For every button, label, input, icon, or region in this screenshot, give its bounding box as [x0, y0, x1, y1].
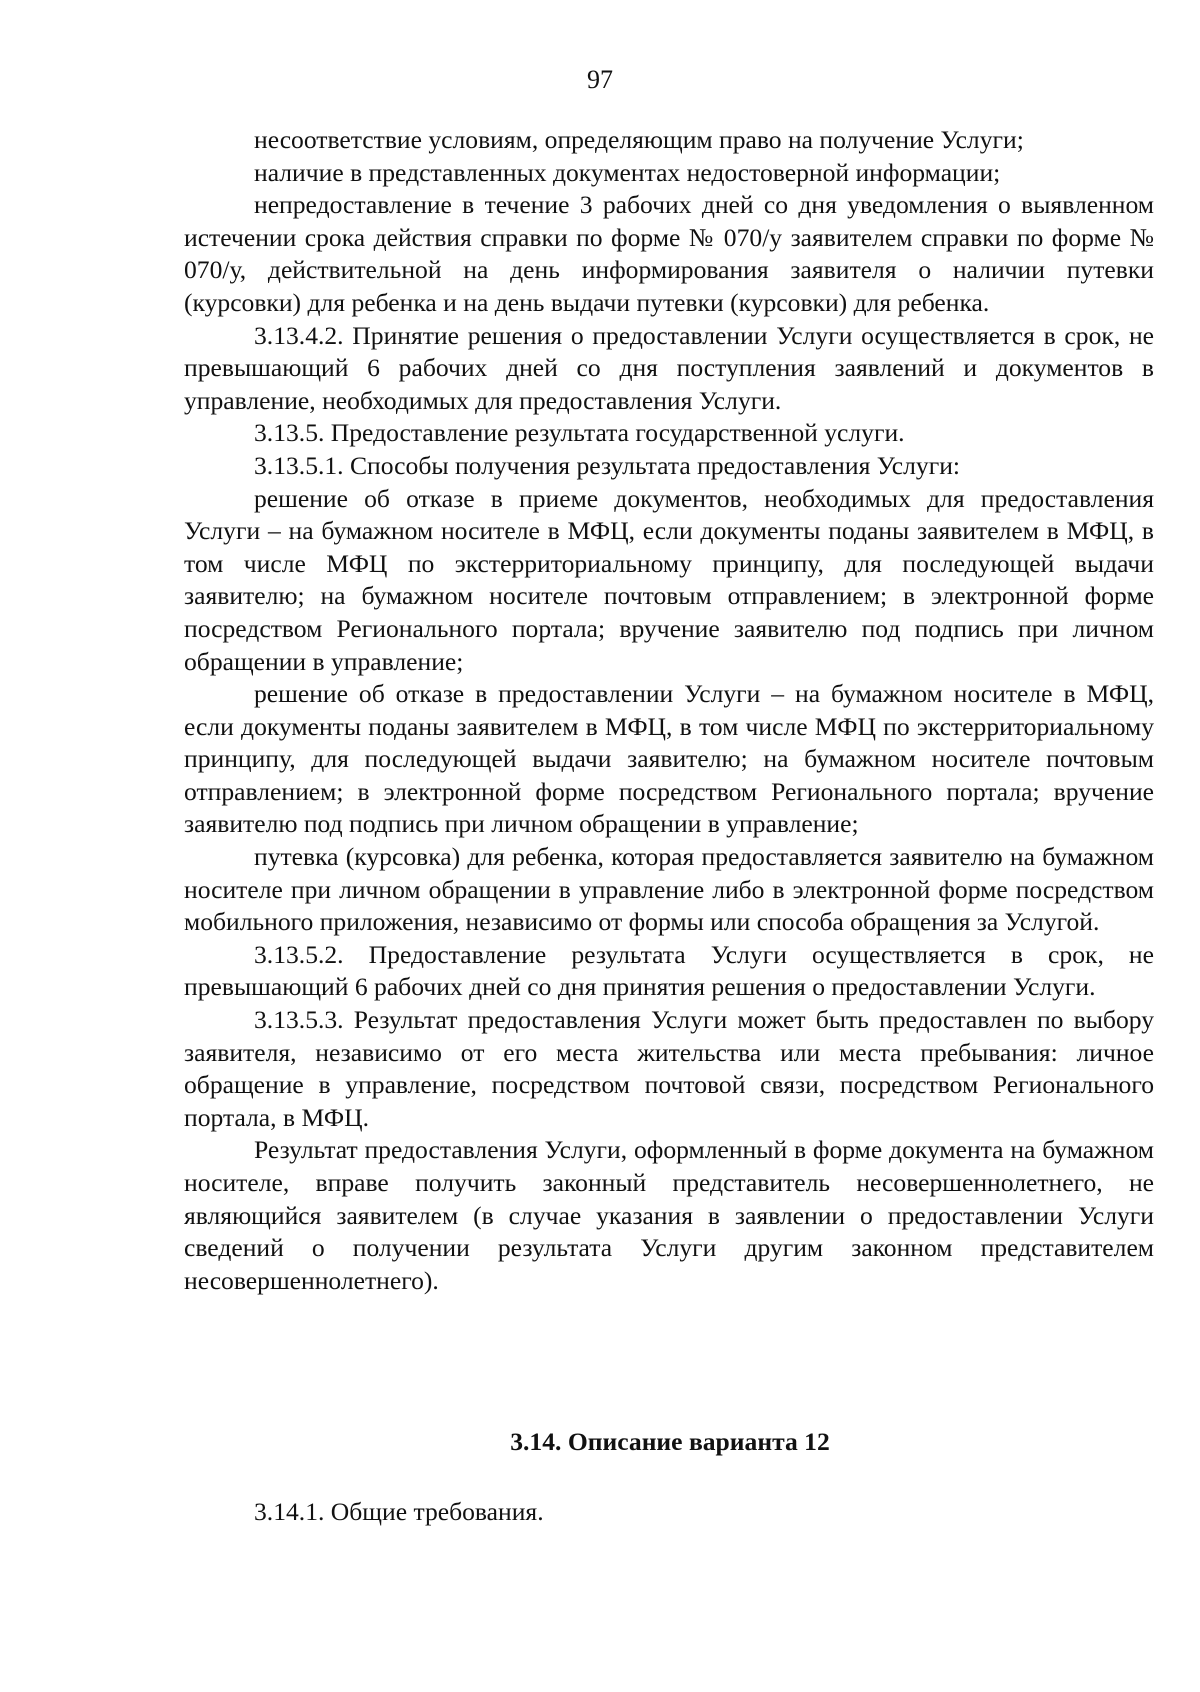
- paragraph-4: 3.13.4.2. Принятие решения о предоставлении Услуги осуществляется в срок, не превышающий 6 рабочих дней со дня поступления заявлений и документов в управление, необходимых для предоставления Услуги.: [184, 320, 1154, 415]
- body-text: [184, 124, 1154, 1297]
- page-number: 97: [587, 65, 613, 94]
- paragraph-5: 3.13.5. Предоставление результата государственной услуги.: [254, 418, 905, 448]
- paragraph-2: наличие в представленных документах недостоверной информации;: [254, 157, 1001, 187]
- paragraph-9: путевка (курсовка) для ребенка, которая предоставляется заявителю на бумажном носителе при личном обращении в управление либо в электронной форме посредством мобильного приложения, независимо от формы или способа обращения за Услугой.: [184, 842, 1154, 937]
- paragraph-1: несоответствие условиям, определяющим право на получение Услуги;: [254, 125, 1024, 154]
- paragraph-12: Результат предоставления Услуги, оформленный в форме документа на бумажном носителе, вправе получить законный представитель несовершеннолетнего, не являющийся заявителем (в случае указания в заявлении о предоставлении Услуги сведений о получении результата Услуги другим законном представителем несовершеннолетнего).: [184, 1135, 1154, 1295]
- paragraph-10: 3.13.5.2. Предоставление результата Услуги осуществляется в срок, не превышающий 6 рабочих дней со дня принятия решения о предоставлении Услуги.: [184, 939, 1154, 1002]
- paragraph-7: решение об отказе в приеме документов, необходимых для предоставления Услуги – на бумажном носителе в МФЦ, если документы поданы заявителем в МФЦ, в том числе МФЦ по экстерриториальному принципу, для последующей выдачи заявителю; на бумажном носителе почтовым отправлением; в электронной форме посредством Регионального портала; вручение заявителю под подпись при личном обращении в управление;: [184, 483, 1154, 676]
- section-heading: 3.14. Описание варианта 12: [510, 1427, 830, 1456]
- paragraph-3: непредоставление в течение 3 рабочих дней со дня уведомления о выявленном истечении срока действия справки по форме № 070/у заявителем справки по форме № 070/у, действительной на день информирования заявителя о наличии путевки (курсовки) для ребенка и на день выдачи путевки (курсовки) для ребенка.: [184, 190, 1154, 317]
- section-subheading: 3.14.1. Общие требования.: [254, 1497, 544, 1526]
- paragraph-8: решение об отказе в предоставлении Услуги – на бумажном носителе в МФЦ, если документы поданы заявителем в МФЦ, в том числе МФЦ по экстерриториальному принципу, для последующей выдачи заявителю; на бумажном носителе почтовым отправлением; в электронной форме посредством Регионального портала; вручение заявителю под подпись при личном обращении в управление;: [184, 679, 1154, 839]
- paragraph-11: 3.13.5.3. Результат предоставления Услуги может быть предоставлен по выбору заявителя, независимо от его места жительства или места пребывания: личное обращение в управление, посредством почтовой связи, посредством Регионального портала, в МФЦ.: [184, 1005, 1154, 1132]
- paragraph-6: 3.13.5.1. Способы получения результата предоставления Услуги:: [254, 450, 961, 480]
